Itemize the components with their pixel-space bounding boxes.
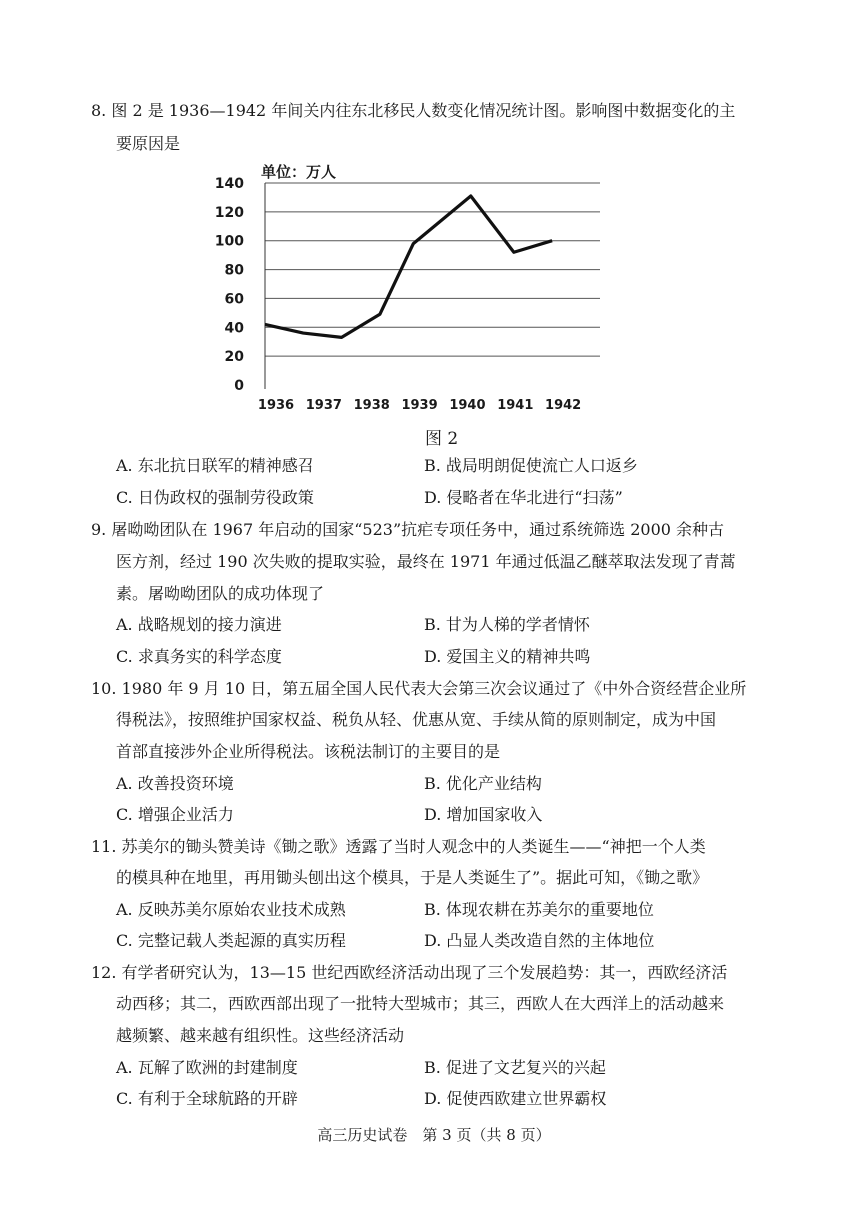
chart-xtick-label: 1940 (449, 398, 486, 413)
q11-option-c: C. 完整记载人类起源的真实历程 (116, 931, 346, 950)
migration-line-chart (214, 158, 618, 420)
chart-xtick-label: 1939 (401, 398, 438, 413)
question-11-line-1: 11. 苏美尔的锄头赞美诗《锄之歌》透露了当时人观念中的人类诞生——“神把一个人类 (91, 837, 706, 856)
chart-ytick-label: 0 (234, 378, 244, 394)
page-footer: 高三历史试卷 第 3 页（共 8 页） (317, 1126, 551, 1144)
question-9-line-2: 医方剂，经过 190 次失败的提取实验，最终在 1971 年通过低温乙醚萃取法发现了青蒿 (116, 552, 736, 571)
q8-option-a: A. 东北抗日联军的精神感召 (116, 456, 314, 475)
question-12-line-3: 越频繁、越来越有组织性。这些经济活动 (116, 1026, 405, 1045)
chart-ytick-label: 20 (224, 349, 244, 366)
q12-option-b: B. 促进了文艺复兴的兴起 (424, 1058, 606, 1077)
question-8-line-1: 8. 图 2 是 1936—1942 年间关内往东北移民人数变化情况统计图。影响图中数据变化的主 (91, 101, 736, 120)
question-10-line-2: 得税法》，按照维护国家权益、税负从轻、优惠从宽、手续从简的原则制定，成为中国 (116, 710, 717, 729)
q9-option-a: A. 战略规划的接力演进 (116, 615, 282, 634)
q9-option-b: B. 甘为人梯的学者情怀 (424, 615, 590, 634)
q10-option-c: C. 增强企业活力 (116, 805, 234, 824)
question-10-line-3: 首部直接涉外企业所得税法。该税法制订的主要目的是 (116, 742, 501, 761)
chart-xtick-label: 1942 (545, 398, 582, 413)
q11-option-a: A. 反映苏美尔原始农业技术成熟 (116, 900, 346, 919)
question-12-line-1: 12. 有学者研究认为，13—15 世纪西欧经济活动出现了三个发展趋势：其一，西欧经济活 (91, 963, 728, 982)
chart-ytick-label: 140 (214, 176, 244, 192)
q10-option-b: B. 优化产业结构 (424, 774, 542, 793)
question-8-line-2: 要原因是 (116, 134, 181, 153)
question-11-line-2: 的模具种在地里，再用锄头刨出这个模具，于是人类诞生了”。据此可知，《锄之歌》 (116, 868, 709, 887)
figure-label: 图 2 (425, 429, 459, 449)
q10-option-a: A. 改善投资环境 (116, 774, 234, 793)
q11-option-b: B. 体现农耕在苏美尔的重要地位 (424, 900, 654, 919)
chart-xtick-label: 1941 (497, 398, 534, 413)
chart-unit-label: 单位：万人 (261, 163, 337, 181)
q12-option-c: C. 有利于全球航路的开辟 (116, 1089, 298, 1108)
q9-option-c: C. 求真务实的科学态度 (116, 647, 282, 666)
chart-ytick-label: 80 (224, 262, 244, 279)
q8-option-c: C. 日伪政权的强制劳役政策 (116, 488, 314, 507)
chart-ytick-label: 100 (214, 233, 244, 250)
q10-option-d: D. 增加国家收入 (424, 805, 543, 824)
chart-series-line (265, 196, 552, 337)
question-9-line-1: 9. 屠呦呦团队在 1967 年启动的国家“523”抗疟专项任务中，通过系统筛选 2000 余种古 (91, 520, 725, 539)
q8-option-b: B. 战局明朗促使流亡人口返乡 (424, 456, 638, 475)
chart-ytick-label: 120 (214, 204, 244, 221)
question-12-line-2: 动西移；其二，西欧西部出现了一批特大型城市；其三，西欧人在大西洋上的活动越来 (116, 994, 725, 1013)
q9-option-d: D. 爱国主义的精神共鸣 (424, 647, 591, 666)
chart-xtick-label: 1937 (305, 398, 342, 413)
chart-ytick-label: 60 (224, 291, 244, 308)
chart-ytick-label: 40 (224, 320, 244, 337)
q12-option-a: A. 瓦解了欧洲的封建制度 (116, 1058, 298, 1077)
q11-option-d: D. 凸显人类改造自然的主体地位 (424, 931, 655, 950)
question-10-line-1: 10. 1980 年 9 月 10 日，第五届全国人民代表大会第三次会议通过了《中外合资经营企业所 (91, 679, 747, 698)
q8-option-d: D. 侵略者在华北进行“扫荡” (424, 488, 623, 507)
question-9-line-3: 素。屠呦呦团队的成功体现了 (116, 584, 325, 603)
q12-option-d: D. 促使西欧建立世界霸权 (424, 1089, 607, 1108)
chart-xtick-label: 1936 (257, 398, 295, 413)
chart-xtick-label: 1938 (353, 398, 390, 413)
